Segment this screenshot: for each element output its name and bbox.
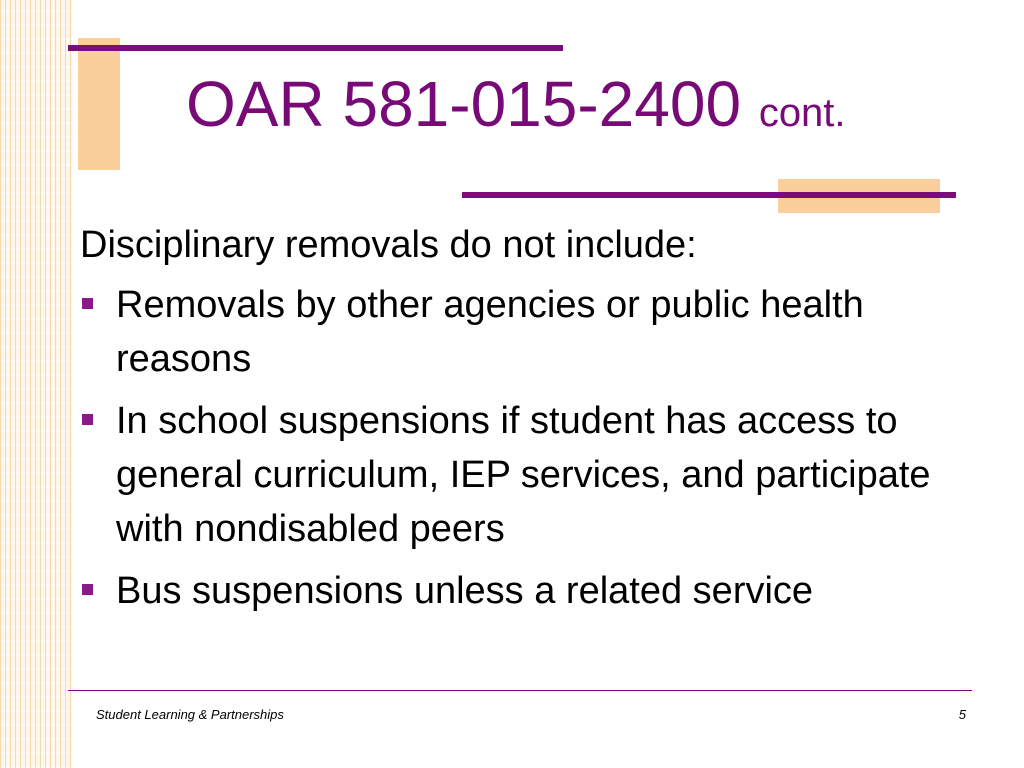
title-suffix: cont.: [758, 91, 846, 135]
slide-body: [80, 218, 980, 626]
bullet-text: In school suspensions if student has access to general curriculum, IEP services, and participate with nondisabled peers: [116, 400, 931, 550]
square-bullet-icon: [82, 298, 93, 309]
slide-title: [186, 68, 846, 140]
title-rule-top: [68, 45, 563, 51]
square-bullet-icon: [82, 414, 93, 425]
bullet-item: [80, 394, 980, 556]
square-bullet-icon: [82, 584, 93, 595]
title-main: OAR 581-015-2400: [186, 68, 742, 140]
body-intro: Disciplinary removals do not include:: [80, 224, 697, 266]
decorative-side-pattern: [0, 0, 72, 768]
bullet-item: [80, 278, 980, 386]
bullet-item: [80, 564, 980, 618]
footer-divider: [68, 690, 972, 691]
footer-organization: Student Learning & Partnerships: [96, 707, 284, 722]
bullet-list: [80, 278, 980, 618]
title-accent-square-left: [78, 38, 120, 170]
slide-number: 5: [958, 707, 966, 722]
bullet-text: Bus suspensions unless a related service: [116, 570, 814, 612]
bullet-text: Removals by other agencies or public health reasons: [116, 284, 864, 380]
title-rule-bottom: [462, 192, 956, 198]
